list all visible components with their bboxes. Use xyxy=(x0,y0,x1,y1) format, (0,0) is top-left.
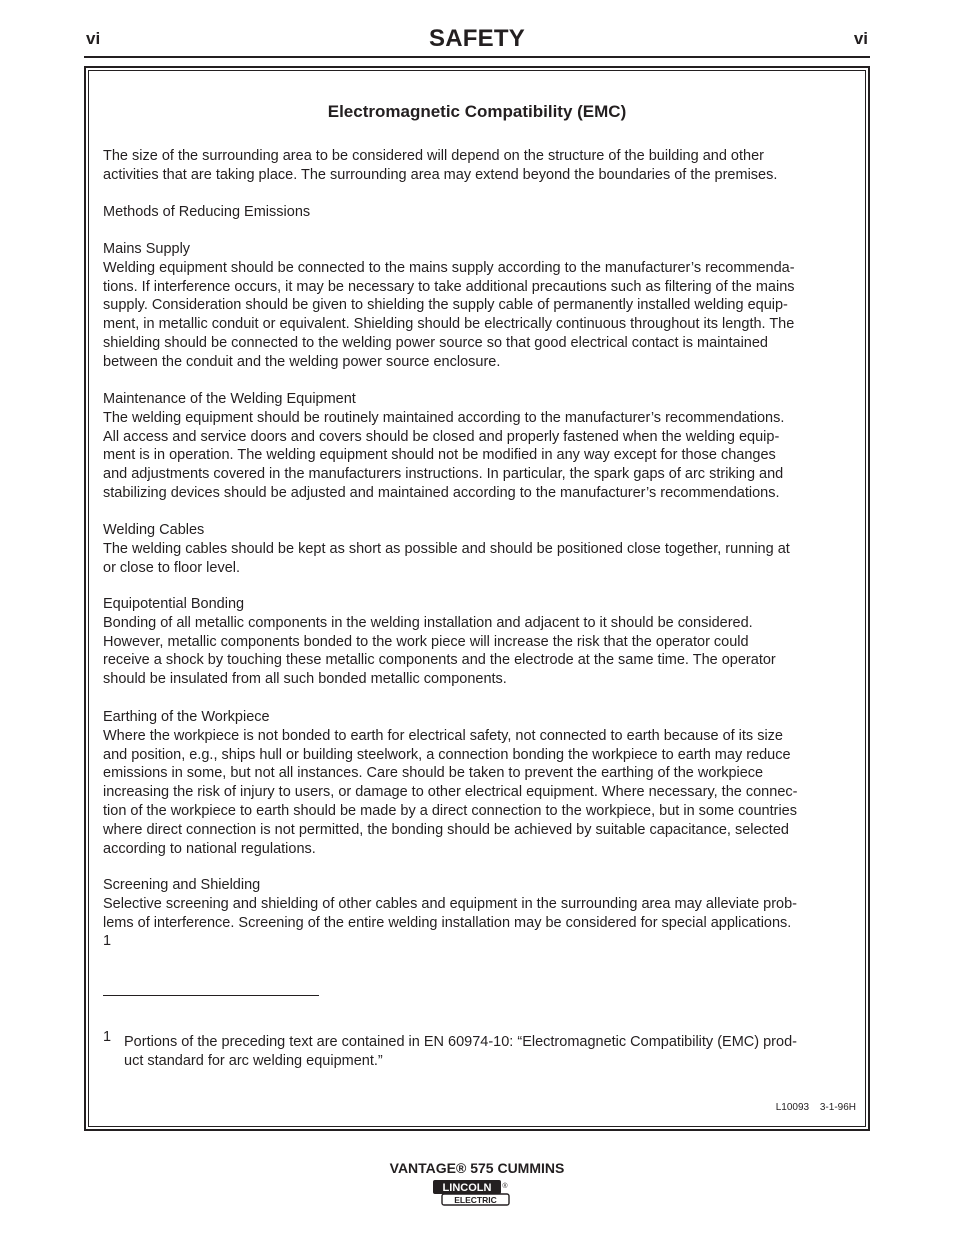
document-code: L10093 3-1-96H xyxy=(775,1102,856,1113)
block-mains-supply xyxy=(103,240,855,372)
section-title: Electromagnetic Compatibility (EMC) xyxy=(327,102,627,121)
block-heading: Welding Cables xyxy=(103,522,205,538)
page-title: SAFETY xyxy=(429,25,525,52)
text-line: Bonding of all metallic components in the welding installation and adjacent to it should be considered. xyxy=(103,614,753,631)
text-line: However, metallic components bonded to the work piece will increase the risk that the operator could xyxy=(103,633,749,650)
intro-paragraph xyxy=(103,147,855,185)
block-earthing-workpiece xyxy=(103,708,855,858)
text-line: shielding should be connected to the welding power source so that good electrical contact is maintained xyxy=(103,334,768,351)
page-number-left: vi xyxy=(86,29,101,48)
block-heading: Mains Supply xyxy=(103,241,191,257)
text-line: ment is in operation. The welding equipment should not be modified in any way except for those changes xyxy=(103,447,776,464)
lincoln-electric-logo xyxy=(432,1179,510,1207)
text-line: tion of the workpiece to earth should be made by a direct connection to the workpiece, but in some countries xyxy=(103,802,797,819)
block-heading: Earthing of the Workpiece xyxy=(103,709,270,725)
text-line: supply. Consideration should be given to shielding the supply cable of permanently installed welding equip- xyxy=(103,297,788,314)
text-line: activities that are taking place. The surrounding area may extend beyond the boundaries of the premises. xyxy=(103,166,778,183)
text-line: Where the workpiece is not bonded to earth for electrical safety, not connected to earth because of its size xyxy=(103,727,783,744)
text-line: uct standard for arc welding equipment.” xyxy=(124,1052,383,1069)
text-line: The welding cables should be kept as short as possible and should be positioned close together, running at xyxy=(103,540,790,557)
methods-heading xyxy=(103,203,855,222)
text-line: The size of the surrounding area to be considered will depend on the structure of the building and other xyxy=(103,148,764,164)
text-line: where direct connection is not permitted, the bonding should be achieved by suitable capacitance, selected xyxy=(103,821,789,838)
header-rule xyxy=(84,56,870,58)
text-line: All access and service doors and covers should be closed and properly fastened when the welding equip- xyxy=(103,428,780,445)
footnote-text xyxy=(124,1033,854,1071)
block-heading: Maintenance of the Welding Equipment xyxy=(103,391,356,407)
block-equipotential-bonding xyxy=(103,595,855,689)
text-line: and position, e.g., ships hull or building steelwork, a connection bonding the workpiece to earth may reduce xyxy=(103,746,791,763)
block-maintenance xyxy=(103,390,855,503)
text-line: stabilizing devices should be adjusted and maintained according to the manufacturer’s recommendations. xyxy=(103,484,780,501)
block-welding-cables xyxy=(103,521,855,577)
text-line: ment, in metallic conduit or equivalent. Shielding should be electrically continuous throughout its length. The xyxy=(103,316,795,333)
block-heading: Screening and Shielding xyxy=(103,877,261,893)
text-line: should be insulated from all such bonded metallic components. xyxy=(103,671,507,688)
footnote-reference: 1 xyxy=(103,933,112,950)
text-line: or close to floor level. xyxy=(103,559,241,576)
block-heading: Equipotential Bonding xyxy=(103,596,245,612)
logo-registered-mark: ® xyxy=(502,1183,508,1190)
model-name: VANTAGE® 575 CUMMINS xyxy=(389,1160,565,1176)
text-line: Selective screening and shielding of other cables and equipment in the surrounding area may alleviate prob- xyxy=(103,895,798,912)
text-line: according to national regulations. xyxy=(103,840,316,857)
footnote-mark: 1 xyxy=(103,1029,112,1045)
block-screening-shielding xyxy=(103,876,855,951)
text-line: Methods of Reducing Emissions xyxy=(103,204,311,220)
page-number-right: vi xyxy=(853,29,868,48)
text-line: The welding equipment should be routinely maintained according to the manufacturer’s recommendations. xyxy=(103,409,785,426)
text-line: lems of interference. Screening of the entire welding installation may be considered for special applications. xyxy=(103,914,792,931)
text-line: receive a shock by touching these metallic components and the electrode at the same time. The operator xyxy=(103,652,776,669)
text-line: between the conduit and the welding power source enclosure. xyxy=(103,353,501,370)
text-line: and adjustments covered in the manufacturers instructions. In particular, the spark gaps of arc striking and xyxy=(103,466,784,483)
logo-top-text: LINCOLN xyxy=(442,1182,492,1194)
logo-bottom-text: ELECTRIC xyxy=(454,1194,497,1205)
text-line: emissions in some, but not all instances. Care should be taken to prevent the earthing of the workpiece xyxy=(103,765,764,782)
text-line: tions. If interference occurs, it may be necessary to take additional precautions such as filtering of the mains xyxy=(103,278,795,295)
text-line: increasing the risk of injury to users, or damage to other electrical equipment. Where necessary, the connec- xyxy=(103,784,798,801)
text-line: Welding equipment should be connected to the mains supply according to the manufacturer’s recommenda- xyxy=(103,259,795,276)
text-line: Portions of the preceding text are contained in EN 60974-10: “Electromagnetic Compatibility (EMC) prod- xyxy=(124,1034,797,1050)
footnote-rule xyxy=(103,995,319,996)
